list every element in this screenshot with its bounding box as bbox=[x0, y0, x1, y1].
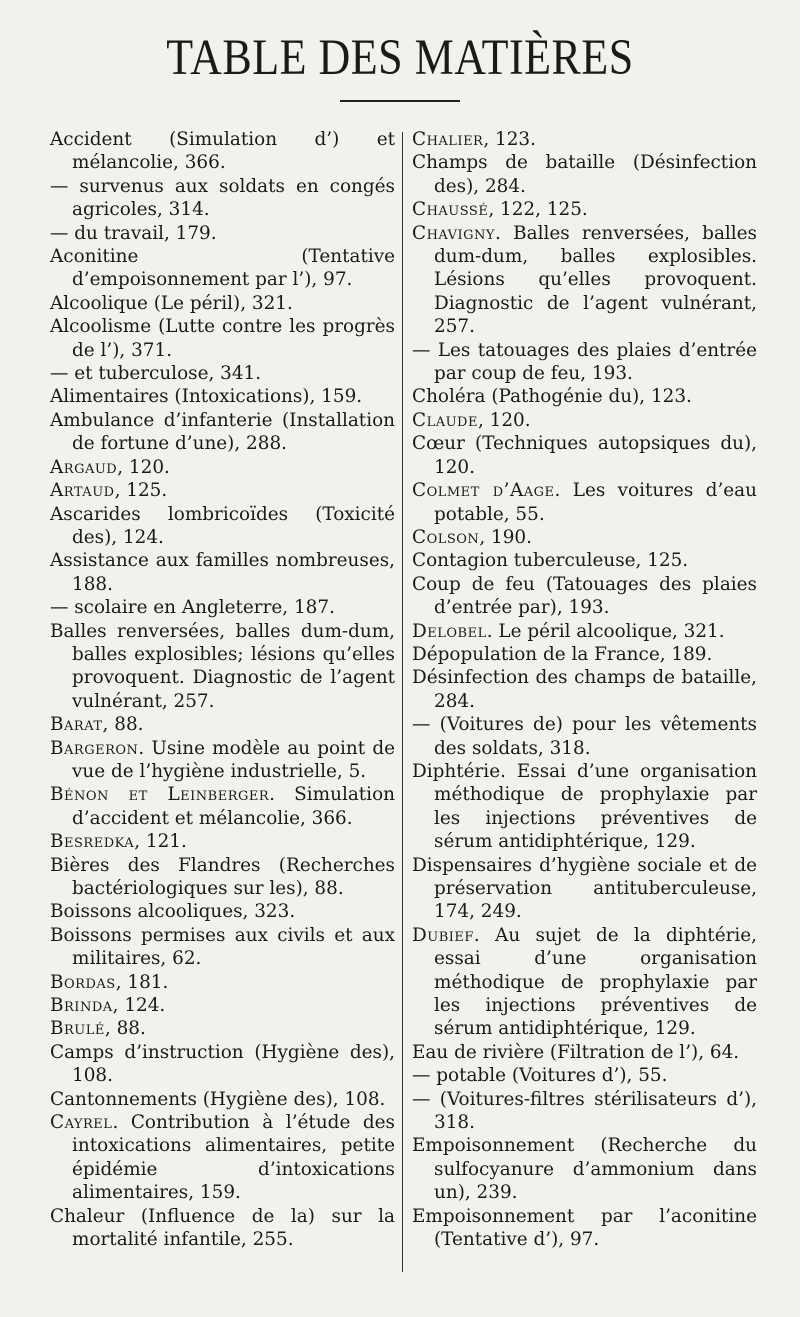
entry-text: . Balles renversées, balles dum-dum, balles explosibles. Lésions qu’elles provoquent. Diagnostic de l’agent vulnérant, 257. bbox=[434, 222, 757, 338]
index-entry bbox=[50, 385, 395, 408]
entry-text: , 122, 125. bbox=[488, 199, 588, 221]
index-entry bbox=[412, 924, 757, 1041]
entry-author: Delobel bbox=[412, 620, 487, 642]
index-entry bbox=[50, 971, 395, 994]
entry-text: Accident (Simulation d’) et mélancolie, 366. bbox=[50, 129, 395, 174]
index-entry bbox=[50, 315, 395, 362]
index-entry bbox=[412, 1134, 757, 1204]
index-entry bbox=[50, 362, 395, 385]
entry-text: . Les voitures d’eau potable, 55. bbox=[434, 480, 757, 525]
index-entry bbox=[412, 713, 757, 760]
title-rule bbox=[340, 100, 460, 102]
entry-text: Boissons alcooliques, 323. bbox=[50, 901, 296, 923]
index-entry bbox=[50, 222, 395, 245]
entry-text: — (Voitures de) pour les vêtements des soldats, 318. bbox=[412, 714, 757, 759]
entry-author: Colson bbox=[412, 526, 480, 548]
entry-text: Choléra (Pathogénie du), 123. bbox=[412, 386, 692, 408]
entry-text: Ascarides lombricoïdes (Toxicité des), 124. bbox=[50, 503, 395, 548]
page-title: TABLE DES MATIÈRES bbox=[166, 29, 634, 86]
entry-author: Bordas bbox=[50, 971, 116, 993]
index-entry bbox=[412, 549, 757, 572]
entry-author: Dubief bbox=[412, 924, 474, 946]
index-entry bbox=[50, 245, 395, 292]
entry-text: Cantonnements (Hygiène des), 108. bbox=[50, 1088, 386, 1110]
index-entry bbox=[50, 994, 395, 1017]
entry-text: Contagion tuberculeuse, 125. bbox=[412, 550, 689, 572]
index-entry bbox=[412, 1041, 757, 1064]
entry-author: Colmet d’Aage bbox=[412, 480, 555, 502]
index-entry bbox=[50, 830, 395, 853]
entry-text: Dispensaires d’hygiène sociale et de préservation antituberculeuse, 174, 249. bbox=[412, 854, 757, 923]
index-entry bbox=[412, 666, 757, 713]
entry-text: . Le péril alcoolique, 321. bbox=[486, 620, 725, 642]
index-entry bbox=[50, 456, 395, 479]
entry-text: , 88. bbox=[102, 714, 144, 736]
index-entry bbox=[50, 1205, 395, 1252]
entry-text: , 121. bbox=[134, 831, 187, 853]
index-entry bbox=[50, 1088, 395, 1111]
index-entry bbox=[412, 1205, 757, 1252]
entry-author: Chaussé bbox=[412, 199, 489, 221]
entry-text: . Usine modèle au point de vue de l’hygiène industrielle, 5. bbox=[72, 737, 395, 782]
entry-text: — survenus aux soldats en congés agricoles, 314. bbox=[50, 175, 395, 221]
index-entry bbox=[412, 620, 757, 643]
entry-author: Artaud bbox=[50, 480, 115, 502]
index-entry bbox=[50, 900, 395, 923]
index-entry bbox=[412, 222, 757, 339]
entry-text: Ambulance d’infanterie (Installation de fortune d’une), 288. bbox=[50, 409, 395, 455]
entry-author: Argaud bbox=[50, 456, 118, 478]
index-entry bbox=[50, 1111, 395, 1205]
index-entry bbox=[50, 479, 395, 502]
entry-text: Coup de feu (Tatouages des plaies d’entrée par), 193. bbox=[412, 573, 757, 619]
index-entry bbox=[412, 432, 757, 479]
index-entry bbox=[412, 385, 757, 408]
index-entry bbox=[50, 409, 395, 456]
index-entry bbox=[50, 128, 395, 175]
entry-text: , 124. bbox=[112, 995, 166, 1017]
index-entry bbox=[412, 643, 757, 666]
left-column bbox=[50, 128, 395, 1252]
index-entry bbox=[412, 479, 757, 526]
right-column bbox=[412, 128, 757, 1252]
index-entry bbox=[50, 596, 395, 619]
entry-author: Brulé bbox=[50, 1018, 105, 1040]
entry-text: Alimentaires (Intoxications), 159. bbox=[50, 386, 363, 408]
entry-text: , 123. bbox=[483, 129, 536, 150]
entry-text: Champs de bataille (Désinfection des), 284. bbox=[412, 152, 757, 197]
entry-author: Besredka bbox=[50, 831, 135, 853]
entry-text: Aconitine (Tentative d’empoisonnement par l’), 97. bbox=[50, 246, 395, 291]
index-entry bbox=[412, 1088, 757, 1135]
entry-author: Bargeron bbox=[50, 737, 139, 759]
index-entry bbox=[50, 1017, 395, 1040]
entry-author: Chavigny bbox=[412, 222, 496, 244]
entry-text: . Simulation d’accident et mélancolie, 366. bbox=[72, 784, 395, 829]
index-entry bbox=[50, 620, 395, 714]
entry-text: Camps d’instruction (Hygiène des), 108. bbox=[50, 1041, 395, 1087]
entry-text: , 120. bbox=[477, 409, 531, 431]
entry-text: — (Voitures-filtres stérilisateurs d’), 318. bbox=[412, 1088, 757, 1134]
entry-text: — scolaire en Angleterre, 187. bbox=[50, 597, 335, 619]
index-entry bbox=[412, 854, 757, 924]
index-entry bbox=[412, 526, 757, 549]
index-entry bbox=[412, 151, 757, 198]
entry-text: Désinfection des champs de bataille, 284. bbox=[412, 667, 757, 712]
entry-text: Balles renversées, balles dum-dum, balles explosibles; lésions qu’elles provoquent. Diagnostic de l’agent vulnérant, 257. bbox=[50, 620, 395, 712]
entry-author: Barat bbox=[50, 714, 103, 736]
entry-text: , 88. bbox=[104, 1018, 146, 1040]
entry-text: Bières des Flandres (Recherches bactériologiques sur les), 88. bbox=[50, 854, 395, 899]
entry-text: Cœur (Techniques autopsiques du), 120. bbox=[412, 433, 757, 478]
index-entry bbox=[412, 128, 757, 151]
index-entry bbox=[412, 409, 757, 432]
entry-text: , 181. bbox=[115, 971, 169, 993]
entry-text: — potable (Voitures d’), 55. bbox=[412, 1065, 668, 1087]
index-entry bbox=[50, 854, 395, 901]
entry-author: Chalier bbox=[412, 129, 484, 150]
entry-text: Empoisonnement par l’aconitine (Tentative d’), 97. bbox=[412, 1205, 757, 1251]
entry-text: — du travail, 179. bbox=[50, 222, 217, 244]
entry-text: . Contribution à l’étude des intoxications alimentaires, petite épidémie d’intoxications alimentaires, 159. bbox=[72, 1112, 395, 1204]
entry-text: , 125. bbox=[114, 480, 168, 502]
entry-text: , 120. bbox=[117, 456, 170, 478]
index-entry bbox=[50, 1041, 395, 1088]
index-entry bbox=[50, 737, 395, 784]
entry-text: — Les tatouages des plaies d’entrée par coup de feu, 193. bbox=[412, 339, 757, 385]
index-entry bbox=[50, 924, 395, 971]
entry-author: Cayrel bbox=[50, 1112, 113, 1134]
entry-text: Alcoolisme (Lutte contre les progrès de l’), 371. bbox=[50, 316, 395, 361]
entry-text: Alcoolique (Le péril), 321. bbox=[50, 292, 293, 314]
entry-text: , 190. bbox=[479, 526, 532, 548]
entry-text: Eau de rivière (Filtration de l’), 64. bbox=[412, 1041, 740, 1063]
entry-author: Bénon et Leinberger bbox=[50, 784, 270, 806]
index-entry bbox=[50, 503, 395, 550]
index-entry bbox=[50, 292, 395, 315]
entry-text: Chaleur (Influence de la) sur la mortalité infantile, 255. bbox=[50, 1205, 395, 1251]
index-entry bbox=[50, 175, 395, 222]
entry-text: Dépopulation de la France, 189. bbox=[412, 643, 713, 665]
index-entry bbox=[412, 198, 757, 221]
entry-author: Claude bbox=[412, 409, 478, 431]
entry-text: Diphtérie. Essai d’une organisation méthodique de prophylaxie par les injections préventives de sérum antidiphtérique, 129. bbox=[412, 760, 757, 853]
index-entry bbox=[412, 573, 757, 620]
index-entry bbox=[50, 549, 395, 596]
entry-text: . Au sujet de la diphtérie, essai d’une organisation méthodique de prophylaxie par les injections préventives de sérum antidiphtérique, 129. bbox=[434, 924, 757, 1040]
index-entry bbox=[412, 339, 757, 386]
entry-text: Boissons permises aux civils et aux militaires, 62. bbox=[50, 924, 395, 970]
index-entry bbox=[50, 713, 395, 736]
index-entry bbox=[412, 760, 757, 854]
index-entry bbox=[50, 783, 395, 830]
entry-text: Empoisonnement (Recherche du sulfocyanure d’ammonium dans un), 239. bbox=[412, 1135, 757, 1204]
index-entry bbox=[412, 1064, 757, 1087]
entry-author: Brinda bbox=[50, 995, 113, 1017]
column-separator bbox=[402, 132, 403, 1272]
entry-text: — et tuberculose, 341. bbox=[50, 363, 262, 385]
entry-text: Assistance aux familles nombreuses, 188. bbox=[50, 550, 395, 595]
